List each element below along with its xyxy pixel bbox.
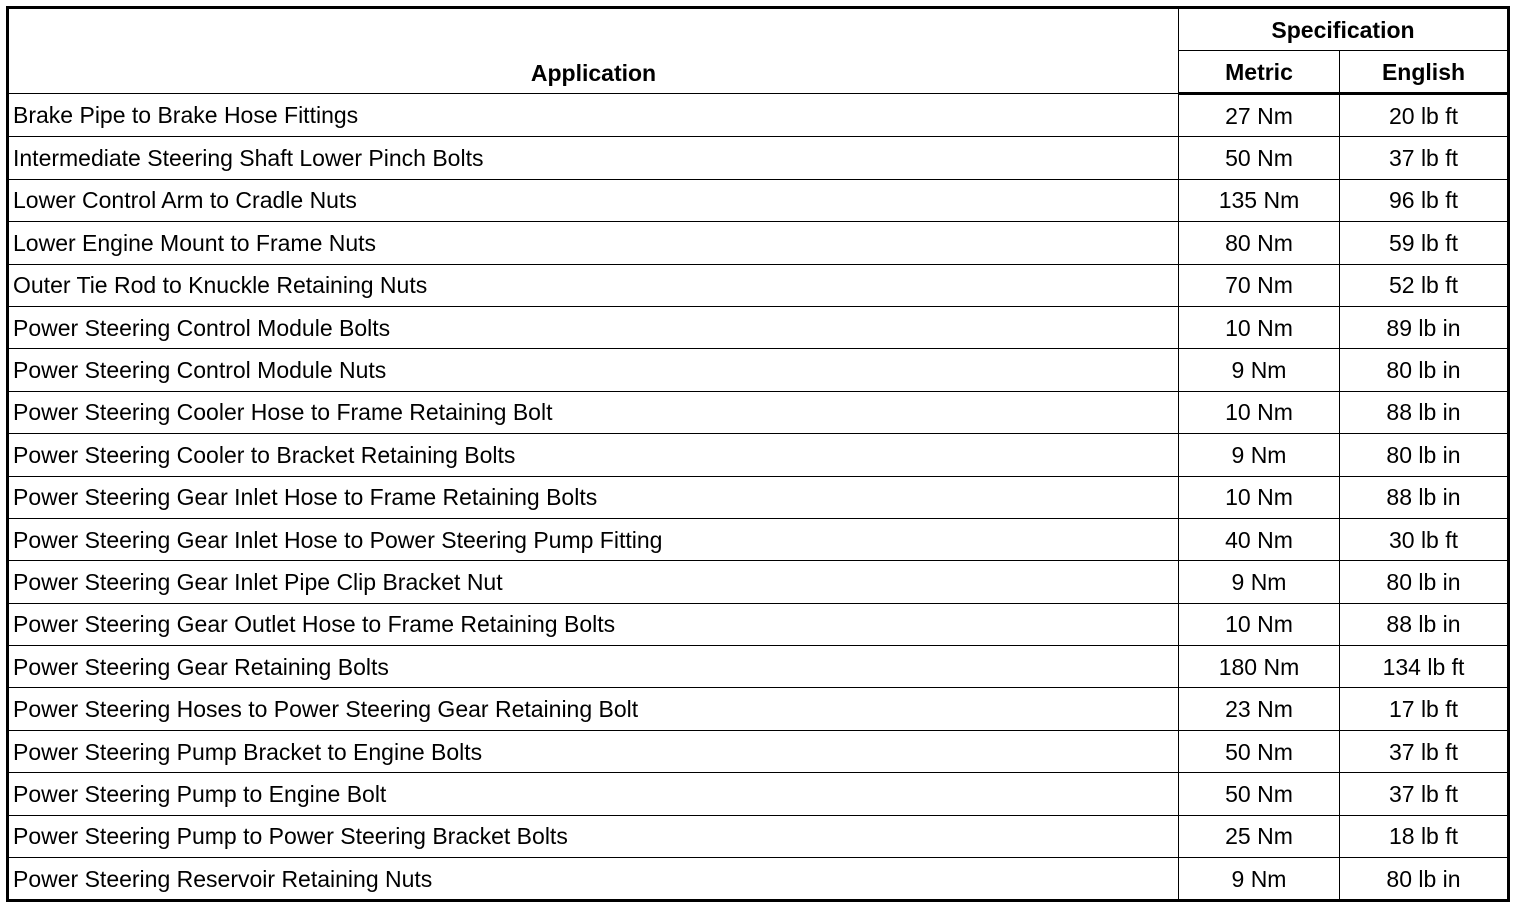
english-cell: 80 lb in [1340, 349, 1509, 391]
table-row [8, 179, 1509, 221]
table-row [8, 349, 1509, 391]
application-header: Application [8, 8, 1179, 94]
specification-header: Specification [1179, 8, 1509, 51]
application-cell: Power Steering Pump to Engine Bolt [8, 773, 1179, 815]
english-cell: 134 lb ft [1340, 646, 1509, 688]
english-cell: 89 lb in [1340, 306, 1509, 348]
application-cell: Power Steering Hoses to Power Steering Gear Retaining Bolt [8, 688, 1179, 730]
table-row [8, 603, 1509, 645]
metric-cell: 10 Nm [1179, 476, 1340, 518]
application-cell: Power Steering Gear Inlet Hose to Frame Retaining Bolts [8, 476, 1179, 518]
metric-cell: 9 Nm [1179, 349, 1340, 391]
table-body [8, 94, 1509, 901]
metric-cell: 40 Nm [1179, 518, 1340, 560]
table-row [8, 646, 1509, 688]
metric-cell: 23 Nm [1179, 688, 1340, 730]
application-cell: Power Steering Pump to Power Steering Bracket Bolts [8, 815, 1179, 857]
table-row [8, 306, 1509, 348]
application-cell: Outer Tie Rod to Knuckle Retaining Nuts [8, 264, 1179, 306]
metric-cell: 25 Nm [1179, 815, 1340, 857]
application-cell: Power Steering Reservoir Retaining Nuts [8, 858, 1179, 901]
english-cell: 88 lb in [1340, 603, 1509, 645]
metric-cell: 10 Nm [1179, 306, 1340, 348]
english-cell: 37 lb ft [1340, 137, 1509, 179]
application-cell: Power Steering Gear Outlet Hose to Frame Retaining Bolts [8, 603, 1179, 645]
table-row [8, 518, 1509, 560]
table-row [8, 476, 1509, 518]
metric-cell: 9 Nm [1179, 434, 1340, 476]
metric-cell: 70 Nm [1179, 264, 1340, 306]
english-cell: 96 lb ft [1340, 179, 1509, 221]
table-row [8, 264, 1509, 306]
english-cell: 80 lb in [1340, 858, 1509, 901]
table-row [8, 137, 1509, 179]
english-cell: 37 lb ft [1340, 773, 1509, 815]
metric-cell: 80 Nm [1179, 222, 1340, 264]
table-row [8, 858, 1509, 901]
application-cell: Brake Pipe to Brake Hose Fittings [8, 94, 1179, 137]
english-cell: 88 lb in [1340, 476, 1509, 518]
application-cell: Intermediate Steering Shaft Lower Pinch Bolts [8, 137, 1179, 179]
table-header [8, 8, 1509, 94]
table-row [8, 434, 1509, 476]
metric-cell: 50 Nm [1179, 730, 1340, 772]
header-row-top [8, 8, 1509, 51]
table-row [8, 688, 1509, 730]
english-header: English [1340, 51, 1509, 94]
table-row [8, 222, 1509, 264]
application-cell: Power Steering Gear Inlet Hose to Power Steering Pump Fitting [8, 518, 1179, 560]
english-cell: 17 lb ft [1340, 688, 1509, 730]
application-cell: Lower Engine Mount to Frame Nuts [8, 222, 1179, 264]
application-cell: Power Steering Control Module Nuts [8, 349, 1179, 391]
metric-header: Metric [1179, 51, 1340, 94]
table-row [8, 815, 1509, 857]
fastener-spec-table [6, 6, 1510, 902]
metric-cell: 135 Nm [1179, 179, 1340, 221]
metric-cell: 9 Nm [1179, 561, 1340, 603]
english-cell: 88 lb in [1340, 391, 1509, 433]
table-row [8, 94, 1509, 137]
table-row [8, 391, 1509, 433]
metric-cell: 10 Nm [1179, 603, 1340, 645]
application-cell: Power Steering Cooler Hose to Frame Retaining Bolt [8, 391, 1179, 433]
english-cell: 37 lb ft [1340, 730, 1509, 772]
table-row [8, 730, 1509, 772]
english-cell: 18 lb ft [1340, 815, 1509, 857]
application-cell: Power Steering Gear Retaining Bolts [8, 646, 1179, 688]
english-cell: 20 lb ft [1340, 94, 1509, 137]
metric-cell: 10 Nm [1179, 391, 1340, 433]
metric-cell: 27 Nm [1179, 94, 1340, 137]
english-cell: 59 lb ft [1340, 222, 1509, 264]
english-cell: 80 lb in [1340, 561, 1509, 603]
application-cell: Power Steering Gear Inlet Pipe Clip Bracket Nut [8, 561, 1179, 603]
metric-cell: 50 Nm [1179, 137, 1340, 179]
metric-cell: 9 Nm [1179, 858, 1340, 901]
application-cell: Lower Control Arm to Cradle Nuts [8, 179, 1179, 221]
english-cell: 80 lb in [1340, 434, 1509, 476]
application-cell: Power Steering Control Module Bolts [8, 306, 1179, 348]
application-cell: Power Steering Cooler to Bracket Retaining Bolts [8, 434, 1179, 476]
english-cell: 52 lb ft [1340, 264, 1509, 306]
english-cell: 30 lb ft [1340, 518, 1509, 560]
table-row [8, 561, 1509, 603]
metric-cell: 180 Nm [1179, 646, 1340, 688]
table-row [8, 773, 1509, 815]
metric-cell: 50 Nm [1179, 773, 1340, 815]
application-cell: Power Steering Pump Bracket to Engine Bolts [8, 730, 1179, 772]
